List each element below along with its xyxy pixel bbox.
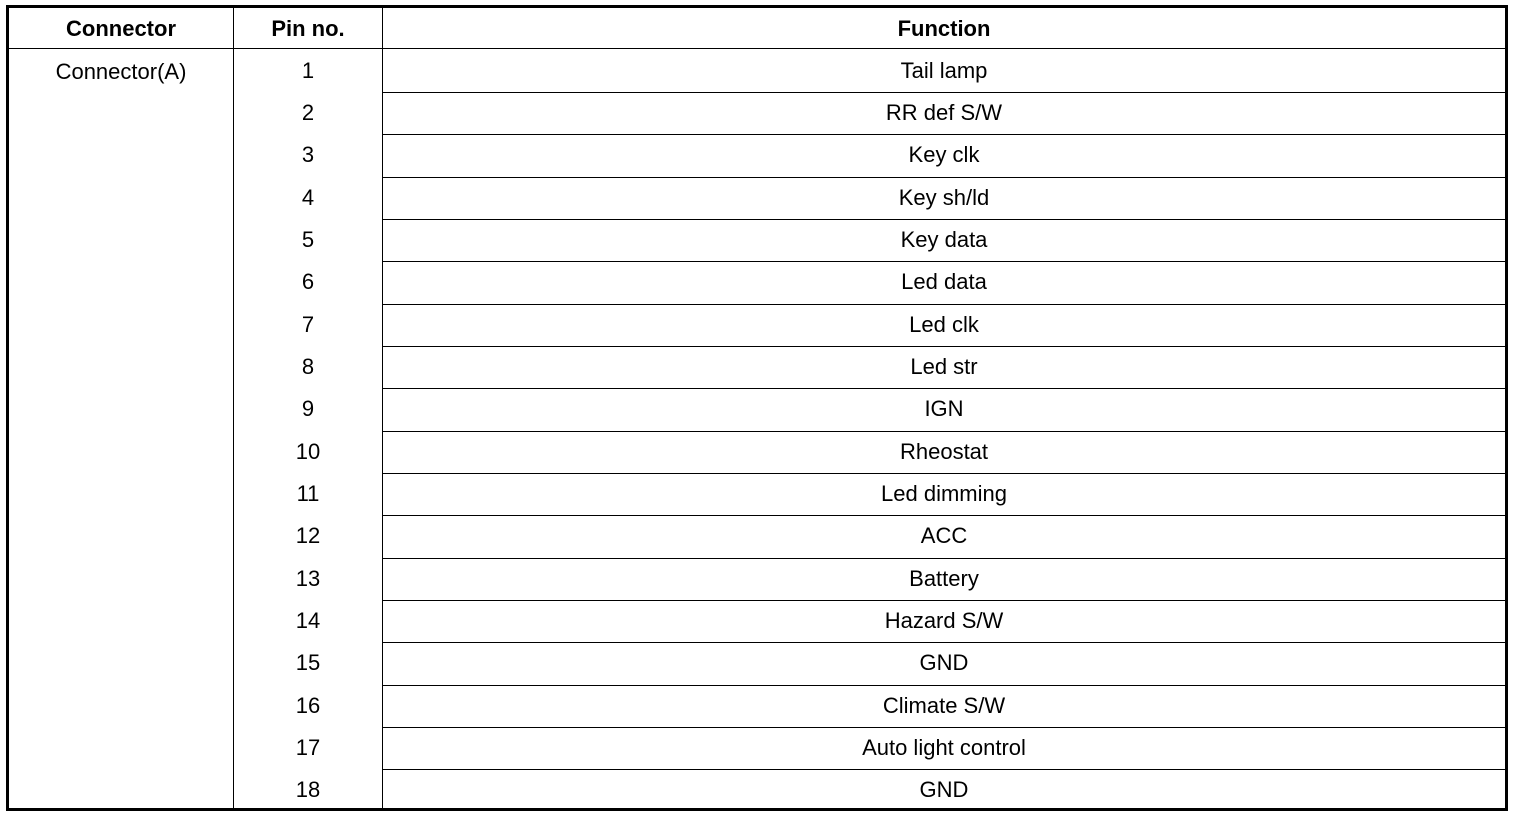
pin-number-cell: 18 [295, 777, 321, 803]
pin-number-cell: 2 [301, 99, 315, 125]
pin-number-cell: 4 [301, 184, 315, 210]
function-cell: Key clk [908, 142, 980, 168]
function-cell: ACC [920, 523, 968, 549]
function-cell: RR def S/W [885, 99, 1003, 125]
pin-number-cell: 10 [295, 438, 321, 464]
function-cell: Led data [901, 269, 987, 295]
function-cell: Climate S/W [882, 692, 1006, 718]
header-pin-no: Pin no. [271, 16, 345, 41]
function-cell: Led clk [909, 311, 979, 337]
function-cell: Led str [910, 353, 978, 379]
connector-pin-table [6, 5, 1508, 811]
function-cell: IGN [924, 396, 964, 422]
header-connector: Connector [66, 16, 176, 41]
pin-number-cell: 9 [301, 396, 315, 422]
function-cell: Key sh/ld [898, 184, 990, 210]
pin-number-cell: 6 [301, 269, 315, 295]
function-cell: GND [919, 650, 969, 676]
function-cell: Rheostat [899, 438, 989, 464]
function-cell: Tail lamp [900, 57, 988, 83]
pin-number-cell: 14 [295, 608, 321, 634]
pin-number-cell: 5 [301, 226, 315, 252]
function-cell: Battery [909, 565, 979, 591]
pin-number-cell: 3 [301, 142, 315, 168]
pin-number-cell: 17 [295, 735, 321, 761]
pin-number-cell: 13 [295, 565, 321, 591]
function-cell: GND [919, 777, 969, 803]
function-cell: Hazard S/W [884, 608, 1004, 634]
pin-number-cell: 16 [295, 692, 321, 718]
function-cell: Auto light control [862, 735, 1026, 761]
pin-number-cell: 8 [301, 353, 315, 379]
pin-number-cell: 7 [301, 311, 315, 337]
connector-name: Connector(A) [55, 59, 187, 84]
function-cell: Key data [900, 226, 988, 252]
pin-number-cell: 1 [301, 57, 315, 83]
pin-number-cell: 11 [296, 481, 320, 506]
header-function: Function [897, 16, 991, 41]
pin-number-cell: 15 [295, 650, 321, 676]
function-cell: Led dimming [881, 481, 1007, 506]
pin-number-cell: 12 [295, 523, 321, 549]
